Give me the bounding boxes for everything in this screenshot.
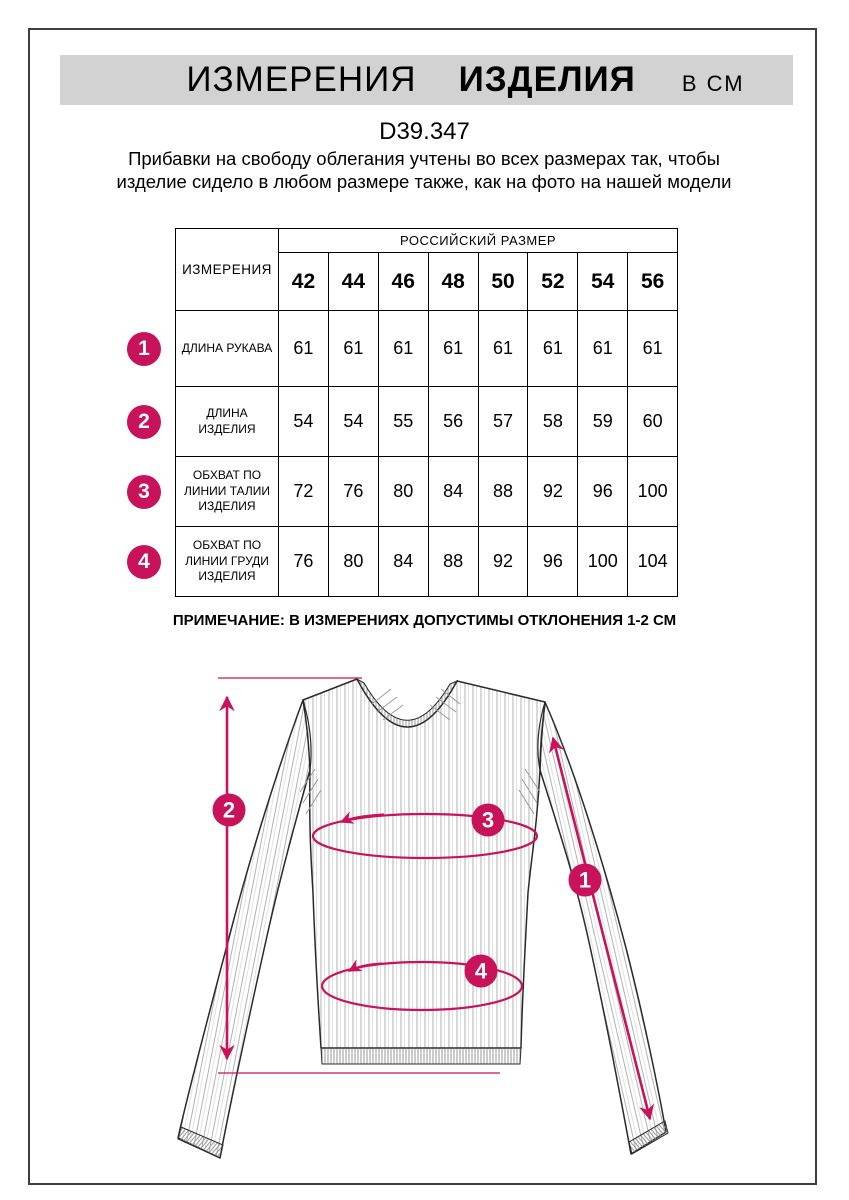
size-header-cell: 52 xyxy=(528,253,578,311)
table-row xyxy=(176,311,678,387)
measure-value-cell: 61 xyxy=(378,311,428,387)
measure-value-cell: 100 xyxy=(578,527,628,597)
measure-value-cell: 59 xyxy=(578,387,628,457)
measure-value-cell: 61 xyxy=(528,311,578,387)
garment-body xyxy=(300,679,545,1064)
measure-value-cell: 61 xyxy=(328,311,378,387)
size-header-cell: 46 xyxy=(378,253,428,311)
note-line: ПРИМЕЧАНИЕ: В ИЗМЕРЕНИЯХ ДОПУСТИМЫ ОТКЛОНЕНИЯ 1-2 СМ xyxy=(172,612,677,629)
page-title-regular: ИЗМЕРЕНИЯ xyxy=(186,60,417,99)
measure-value-cell: 61 xyxy=(478,311,528,387)
table-row xyxy=(176,457,678,527)
measure-value-cell: 96 xyxy=(578,457,628,527)
badge-3-label: 3 xyxy=(481,807,495,833)
measure-value-cell: 80 xyxy=(328,527,378,597)
measure-value-cell: 60 xyxy=(628,387,678,457)
size-header-cell: 54 xyxy=(578,253,628,311)
measure-value-cell: 58 xyxy=(528,387,578,457)
garment-diagram xyxy=(140,650,720,1198)
measure-value-cell: 92 xyxy=(528,457,578,527)
measure-value-cell: 88 xyxy=(478,457,528,527)
size-header-cell: 48 xyxy=(428,253,478,311)
measure-value-cell: 61 xyxy=(578,311,628,387)
measure-value-cell: 104 xyxy=(628,527,678,597)
measure-value-cell: 84 xyxy=(378,527,428,597)
right-sleeve xyxy=(540,702,668,1154)
size-group-header: РОССИЙСКИЙ РАЗМЕР xyxy=(279,229,678,253)
measure-label-cell xyxy=(138,457,279,527)
row-number-badge: 1 xyxy=(127,332,161,366)
size-header-cell: 50 xyxy=(478,253,528,311)
measure-value-cell: 76 xyxy=(328,457,378,527)
measure-value-cell: 54 xyxy=(279,387,329,457)
title-band xyxy=(60,55,793,105)
measure-value-cell: 96 xyxy=(528,527,578,597)
measure-label-cell xyxy=(138,311,279,387)
measure-value-cell: 55 xyxy=(378,387,428,457)
page-title-bold: ИЗДЕЛИЯ xyxy=(458,60,636,99)
size-header-cell: 56 xyxy=(628,253,678,311)
measure-value-cell: 61 xyxy=(279,311,329,387)
measure-label: ОБХВАТ ПО ЛИНИИ ТАЛИИ ИЗДЕЛИЯ xyxy=(183,468,271,514)
row-number-badge: 4 xyxy=(127,545,161,579)
fit-description: Прибавки на свободу облегания учтены во всех размерах так, чтобы изделие сидело в любом размере также, как на фото на нашей модели xyxy=(116,148,732,193)
hem-rib-band xyxy=(321,1048,521,1064)
measure-value-cell: 72 xyxy=(279,457,329,527)
badge-1-label: 1 xyxy=(578,867,592,893)
measure-col-header: ИЗМЕРЕНИЯ xyxy=(176,229,279,311)
measure-value-cell: 76 xyxy=(279,527,329,597)
measure-label: ДЛИНА РУКАВА xyxy=(181,340,273,355)
measure-label-cell xyxy=(138,387,279,457)
row-number-badge: 2 xyxy=(127,405,161,439)
measure-value-cell: 54 xyxy=(328,387,378,457)
measurements-table xyxy=(138,228,678,597)
table-row xyxy=(176,527,678,597)
badge-4-label: 4 xyxy=(474,958,488,984)
measure-label: ДЛИНА ИЗДЕЛИЯ xyxy=(198,405,256,436)
measure-label: ОБХВАТ ПО ЛИНИИ ГРУДИ ИЗДЕЛИЯ xyxy=(185,538,269,584)
measure-value-cell: 84 xyxy=(428,457,478,527)
table-row xyxy=(176,387,678,457)
measure-value-cell: 100 xyxy=(628,457,678,527)
table-body xyxy=(138,311,678,597)
measure-value-cell: 57 xyxy=(478,387,528,457)
size-table xyxy=(138,228,678,597)
measure-value-cell: 80 xyxy=(378,457,428,527)
row-number-badge: 3 xyxy=(127,475,161,509)
product-code: D39.347 xyxy=(379,118,470,145)
page-title-unit: В СМ xyxy=(681,71,745,96)
left-sleeve xyxy=(178,700,310,1158)
sleeve-arrow xyxy=(553,738,650,1119)
measure-value-cell: 56 xyxy=(428,387,478,457)
size-group-row xyxy=(176,229,678,253)
measure-value-cell: 61 xyxy=(628,311,678,387)
badge-2-label: 2 xyxy=(222,797,236,823)
measure-value-cell: 92 xyxy=(478,527,528,597)
size-header-cell: 42 xyxy=(279,253,329,311)
measure-label-cell xyxy=(138,527,279,597)
measure-value-cell: 61 xyxy=(428,311,478,387)
size-header-cell: 44 xyxy=(328,253,378,311)
measure-value-cell: 88 xyxy=(428,527,478,597)
